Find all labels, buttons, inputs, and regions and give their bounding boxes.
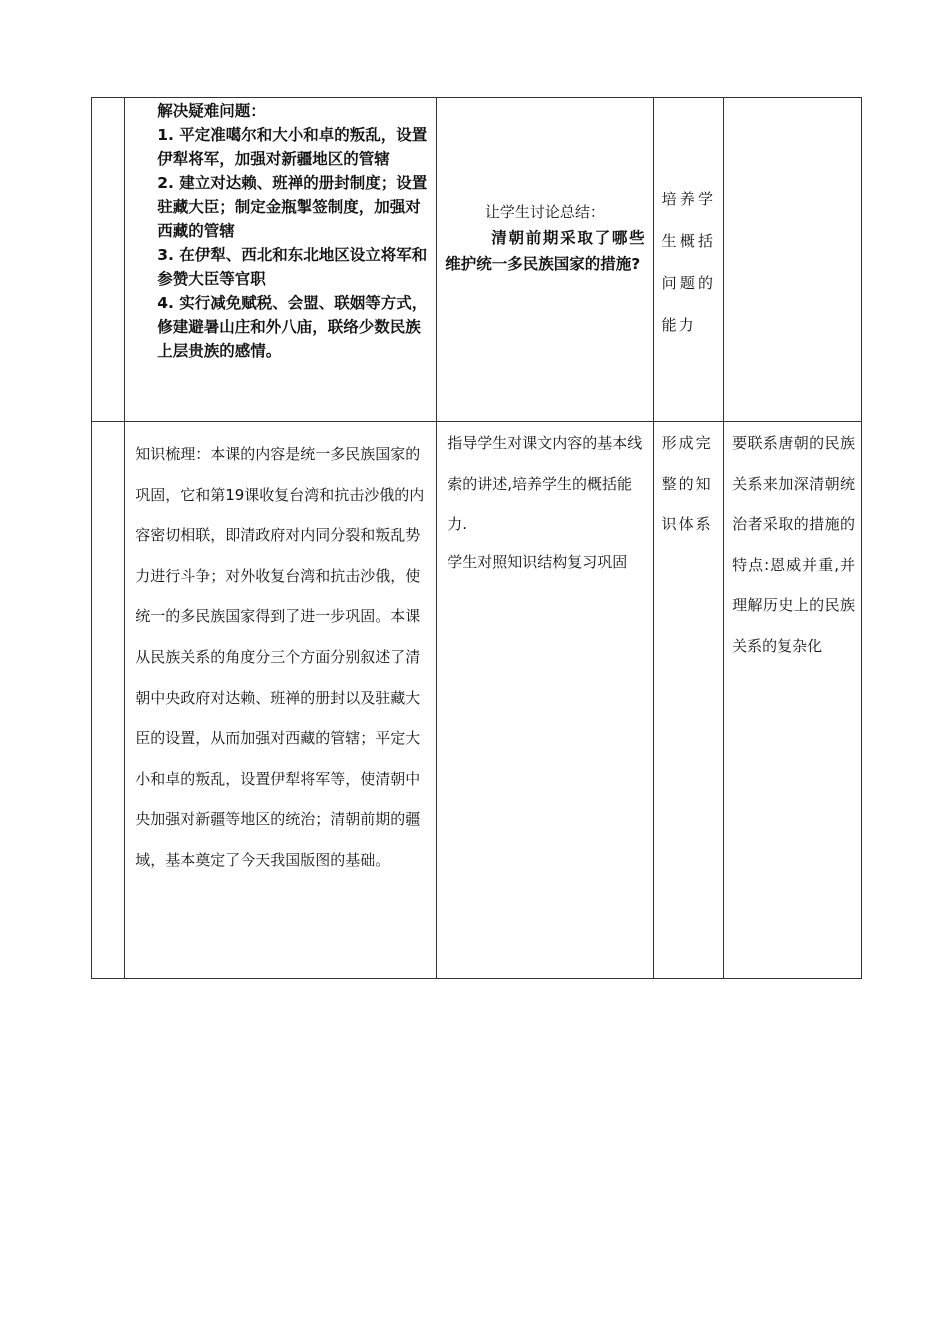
content-cell xyxy=(125,98,437,422)
lesson-plan-table xyxy=(91,97,862,979)
note-cell xyxy=(724,98,862,422)
content-heading: 解决疑难问题： xyxy=(157,102,266,120)
goal-text: 形成完整的知识体系 xyxy=(661,434,713,534)
activity-guide: 指导学生对课文内容的基本线索的讲述,培养学生的概括能力. xyxy=(447,434,643,534)
blank-cell xyxy=(92,422,125,979)
content-item: 3. 在伊犁、西北和东北地区设立将军和参赞大臣等官职 xyxy=(157,246,428,288)
goal-cell xyxy=(653,98,723,422)
content-cell xyxy=(125,422,437,979)
goal-cell xyxy=(653,422,723,979)
note-cell xyxy=(724,422,862,979)
note-text xyxy=(724,98,861,99)
note-text: 要联系唐朝的民族关系来加深清朝统治者采取的措施的特点:恩威并重,并理解历史上的民族关系的复杂化 xyxy=(732,434,855,655)
content-item: 2. 建立对达赖、班禅的册封制度；设置驻藏大臣；制定金瓶掣签制度，加强对西藏的管辖 xyxy=(157,174,428,240)
activity-cell xyxy=(437,422,653,979)
activity-question: 清朝前期采取了哪些维护统一多民族国家的措施? xyxy=(445,229,645,273)
activity-intro: 让学生讨论总结： xyxy=(484,203,605,221)
activity-cell xyxy=(437,98,653,422)
content-item: 4. 实行减免赋税、会盟、联姻等方式，修建避暑山庄和外八庙，联络少数民族上层贵族的感情。 xyxy=(157,294,428,360)
content-item: 1. 平定准噶尔和大小和卓的叛乱，设置伊犁将军，加强对新疆地区的管辖 xyxy=(157,126,428,168)
goal-text: 培养学生概括问题的能力 xyxy=(661,190,716,334)
table-row xyxy=(92,422,862,979)
activity-review: 学生对照知识结构复习巩固 xyxy=(447,552,628,571)
table-row xyxy=(92,98,862,422)
knowledge-summary: 知识梳理：本课的内容是统一多民族国家的巩固，它和第19课收复台湾和抗击沙俄的内容密切相联，即清政府对内同分裂和叛乱势力进行斗争；对外收复台湾和抗击沙俄，使统一的多民族国家得到了进一步巩固。本课从民族关系的角度分三个方面分别叙述了清朝中央政府对达赖、班禅的册封以及驻藏大臣的设置，从而加强对西藏的管辖；平定大小和卓的叛乱，设置伊犁将军等，使清朝中央加强对新疆等地区的统治；清朝前期的疆域，基本奠定了今天我国版图的基础。 xyxy=(135,445,425,869)
blank-cell xyxy=(92,98,125,422)
